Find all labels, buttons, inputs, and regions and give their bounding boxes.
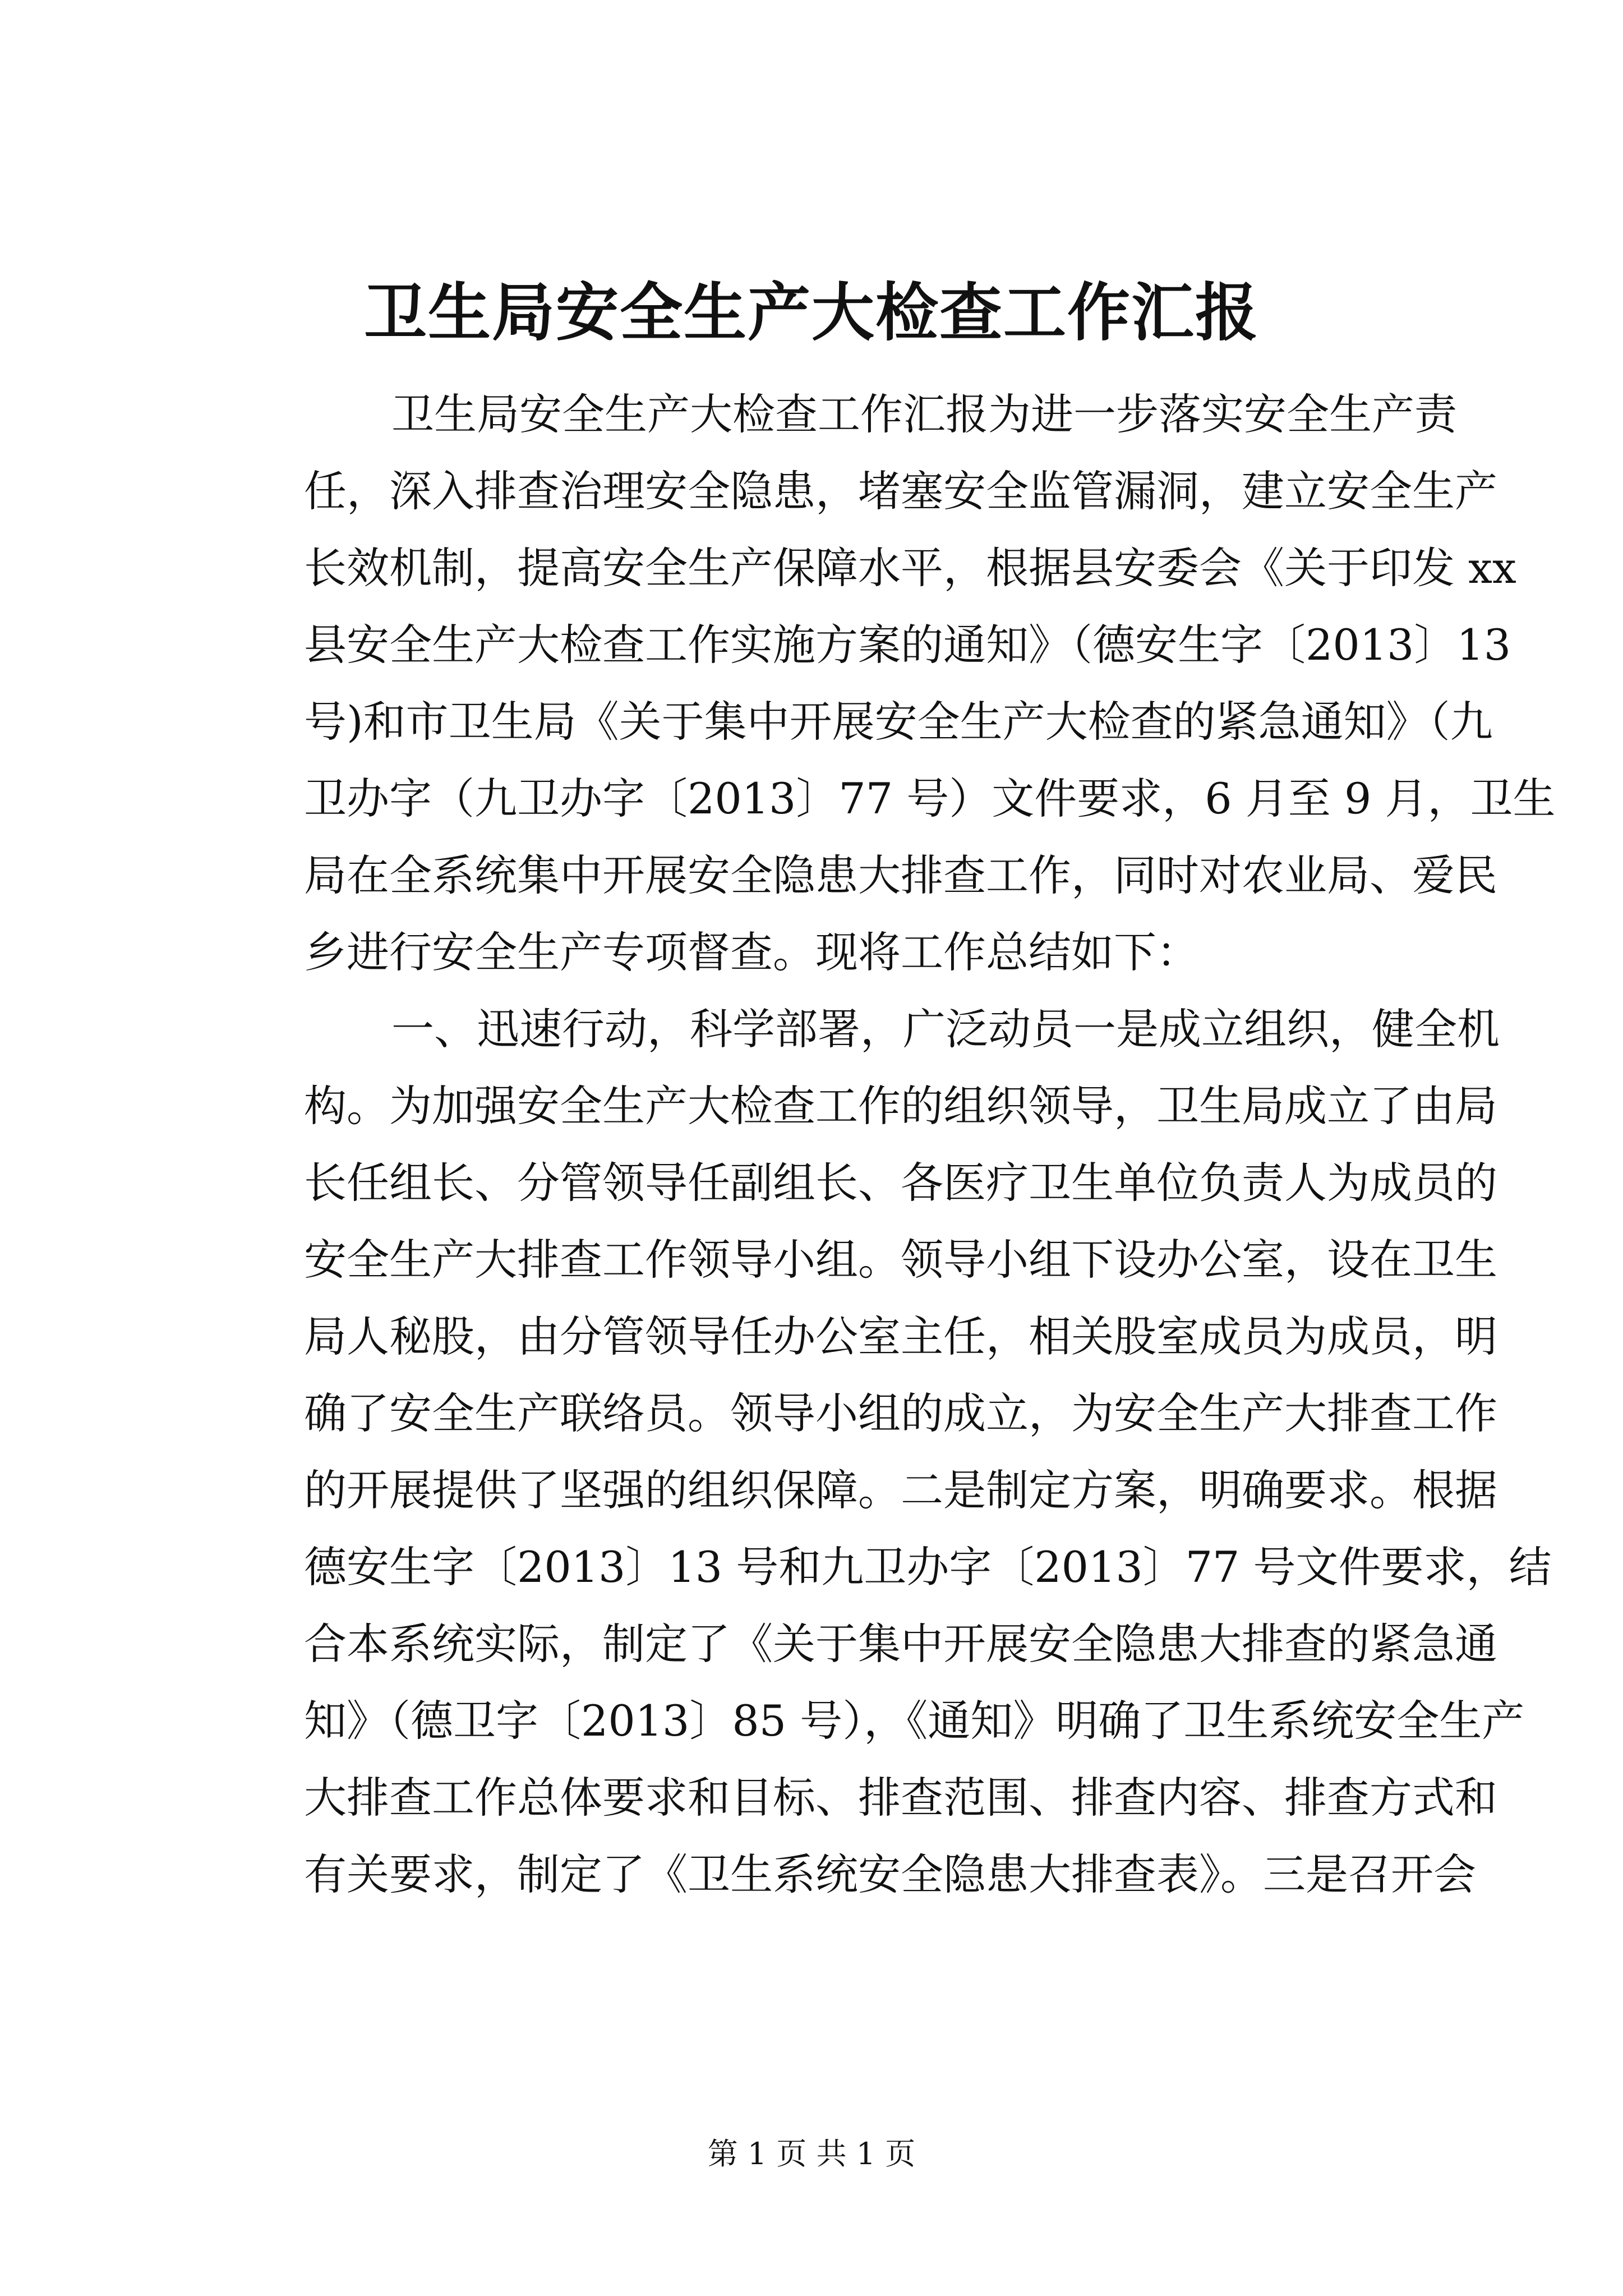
body-line: 乡进行安全生产专项督查。现将工作总结如下： (304, 927, 1199, 977)
body-line: 卫生局安全生产大检查工作汇报为进一步落实安全生产责 (391, 389, 1457, 439)
body-line: 局在全系统集中开展安全隐患大排查工作，同时对农业局、爱民 (304, 850, 1497, 900)
body-line: 县安全生产大检查工作实施方案的通知》（德安生字〔2013〕13 (304, 620, 1511, 670)
body-line: 卫办字（九卫办字〔2013〕77 号）文件要求，6 月至 9 月，卫生 (304, 774, 1556, 823)
document-title: 卫生局安全生产大检查工作汇报 (364, 276, 1259, 349)
body-line: 的开展提供了坚强的组织保障。二是制定方案，明确要求。根据 (304, 1465, 1497, 1515)
body-line: 知》（德卫字〔2013〕85 号），《通知》明确了卫生系统安全生产 (304, 1696, 1525, 1746)
document-body (304, 376, 1556, 1913)
body-line: 长效机制，提高安全生产保障水平，根据县安委会《关于印发 xx (304, 543, 1516, 593)
body-line: 一、迅速行动，科学部署，广泛动员一是成立组织，健全机 (391, 1004, 1500, 1054)
body-line: 任，深入排查治理安全隐患，堵塞安全监管漏洞，建立安全生产 (304, 466, 1497, 516)
body-line: 安全生产大排查工作领导小组。领导小组下设办公室，设在卫生 (304, 1235, 1497, 1285)
body-line: 大排查工作总体要求和目标、排查范围、排查内容、排查方式和 (304, 1773, 1497, 1823)
body-line: 构。为加强安全生产大检查工作的组织领导，卫生局成立了由局 (304, 1081, 1497, 1131)
body-line: 合本系统实际，制定了《关于集中开展安全隐患大排查的紧急通 (304, 1619, 1497, 1669)
body-line: 长任组长、分管领导任副组长、各医疗卫生单位负责人为成员的 (304, 1158, 1497, 1208)
body-line: 德安生字〔2013〕13 号和九卫办字〔2013〕77 号文件要求，结 (304, 1542, 1552, 1592)
body-line: 号)和市卫生局《关于集中开展安全生产大检查的紧急通知》（九 (304, 697, 1493, 747)
body-line: 有关要求，制定了《卫生系统安全隐患大排查表》。三是召开会 (304, 1849, 1476, 1899)
page-footer: 第 1 页 共 1 页 (707, 2136, 916, 2171)
body-line: 局人秘股，由分管领导任办公室主任，相关股室成员为成员，明 (304, 1312, 1497, 1361)
body-line: 确了安全生产联络员。领导小组的成立，为安全生产大排查工作 (304, 1388, 1497, 1438)
